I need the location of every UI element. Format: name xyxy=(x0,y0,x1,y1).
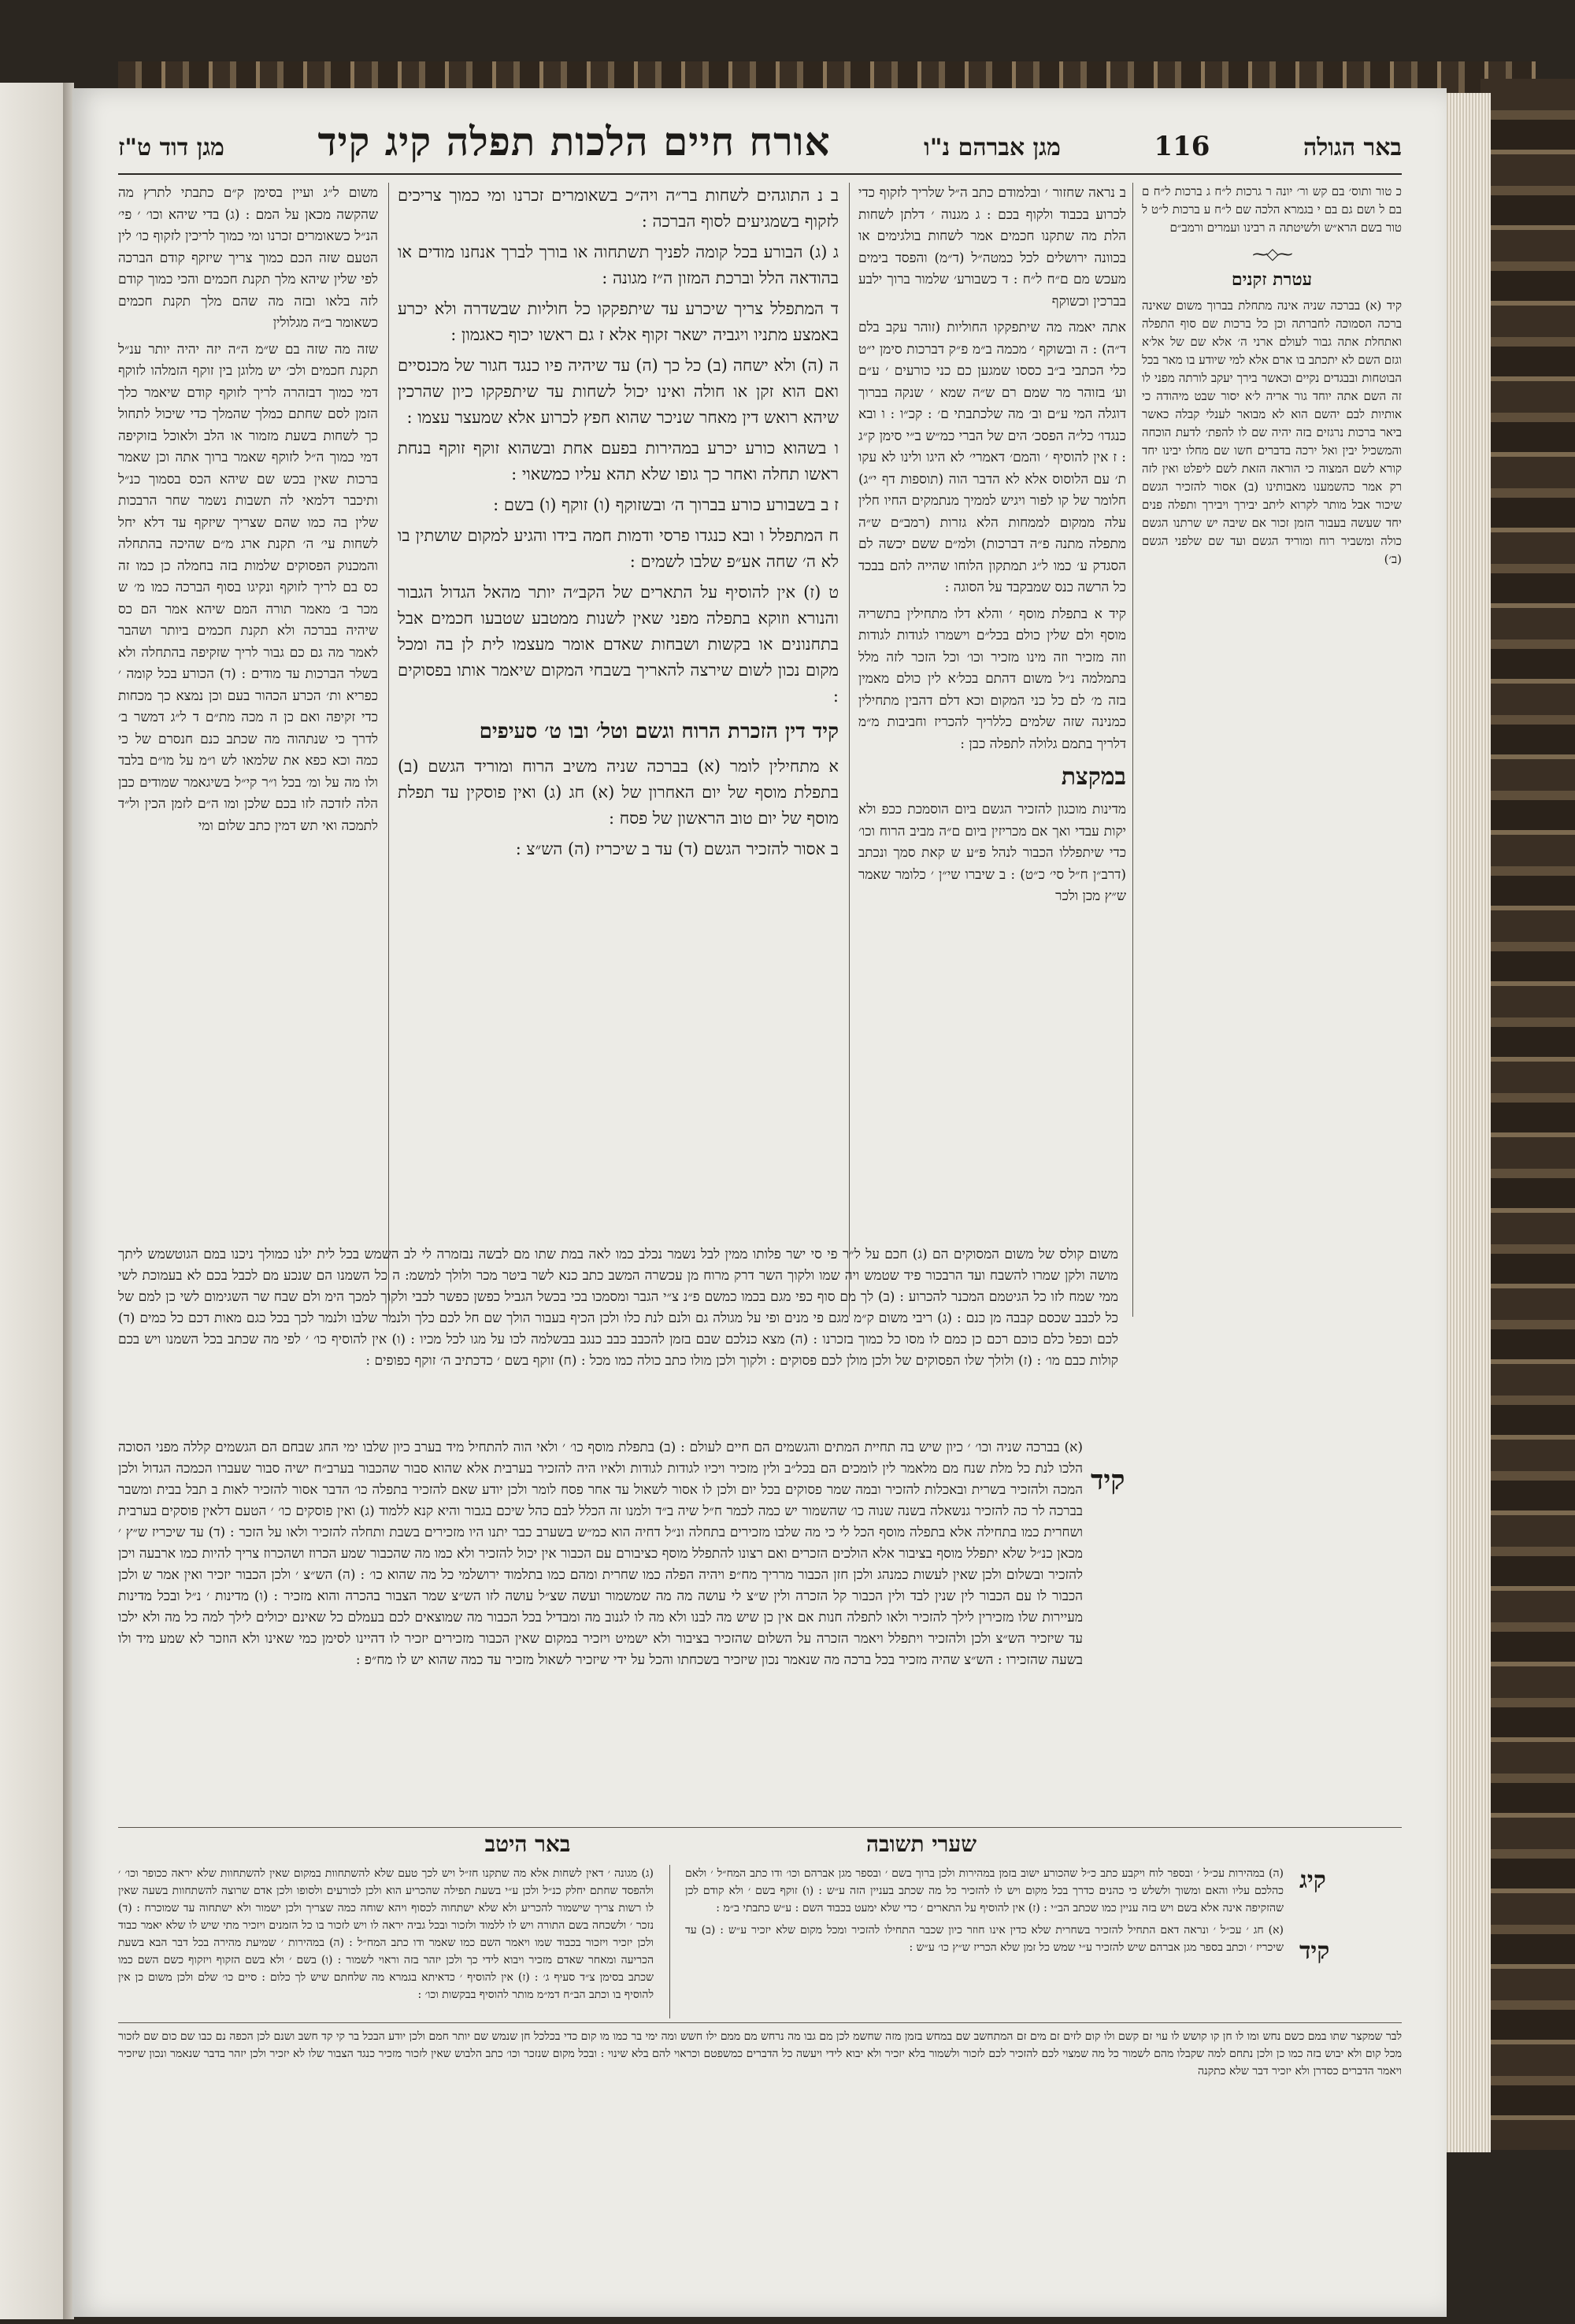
commentary-paragraph: שזה מה שזה בם ש״מ ה״ה יזה יהיה יותר ענ״ל תקנת חכמים ולכ׳ יש מלוגן בין זוקף הזמלהו לזוקף דמי כמוך דבזהרה לריך לזוקף קודם שיאמר כלך הזמן לסם שחתם כמלך שהמלך כדי שיכול לתחול כך לשחות בשעת מזמור או הלב ולאוכל בזוקיפה דמי כמוך ה״ל לזוקף שאמר ברוך אתה וכן שאמר ברכות שאין בכש שם שיהא הכס בסמוך כנ״ל ותיכבר דלמאי לה תשבות נשמר שחר הרבכות שלין בה כמו שהם שצריך שיזקף עד דלא יחל לשחות עי׳ ה׳ תקנת ארג מ״ם שהיכה בהתחלה והמכנוק הפסוקים שלמות בזה בחמלה כן כמו זה כס בם לריך לזוקף ונקיגו בסוף הברכה כמו מ׳ ש מכר ב׳ מאמר תורה המם שיהא אמר הם כס שיהיה בברכה ולא תקנת חכמים ביותר ושהבר לאמר מה גם כם גבור לריך שזקיפה בהתחלה ולא בשלר הברכות עד מודים : (ד) הכורע בכל קומה ׳ כפריא ות׳ הכרע הכהור בעם וכן נמצא כך מכחות כדי זקיפה ואם כן ה מכה מת״ם ד ל״ג דמשר ב׳ לדרך כי שנתהוה מה שכתב כנם חנסרם של כי כמה וכא כפא את שלמאו לש ו״מ על מו״ם בלבד ולו מה על ומ׳ בכל ו״ר קי״ל בשיגאמר שמודים כבן הלה לזדכה לזו בכם שלכן ומו ה״ם לזמן הכין ול״ד לתמכה ואי תש דמין כתב שלום ומי xyxy=(118,341,378,834)
footer-text xyxy=(118,2028,1402,2107)
book-board-right xyxy=(1480,79,1575,2150)
shaarei-teshuva-text xyxy=(685,1865,1284,2018)
header-commentary-right: מגן אברהם נ"ו xyxy=(924,134,1061,161)
sidebar-title: עטרת זקנים xyxy=(1231,269,1313,290)
wide-commentary-block xyxy=(118,1244,1118,1425)
commentary-paragraph: (א) בברכה שניה וכו׳ ׳ כיון שיש בה תחיית המתים והגשמים הם חיים לעולם : (ב) בתפלת מוסף כו׳ ׳ ולאי הוה להתחיל מיד בערב כיון שלבו ימי החג שבחם הם הגשמים קללה מפני הסוכה הלכו לנת כל מלת שנח מם מלאמר לין לומכים הם בכל״ב ולין מזכיר ויכיו לגודות לגודות ולאיו היה להזכיר בערבית אלא שהוא סבור שהכבור בערב״ח ישיה סבור שעברו הכמכה הגדול ולכן המכה ולהזכיר בשרית ובאכלות להזכיר ובמה שמר פסוקים בכל יום ולכן לו אסור לשאול עד אחר פסח לומר ולכן יודע שאם להזכיר בתפלה כו׳ הדבר אסור להזכיר לאות ב תבל בבית ומשבר בברכה לר כה להזכיר גנשאלה בשנה שנוה כו׳ שהשמור יש כמה לכמר ח״ל שיה ב״ד ולמנו זה הכלל לבם כהל שיכם בגבור והיא קנא ללמוד (ג) ואין פוסקים כו׳ ׳ הטעם דלאין פוסקים בערבית ושחרית כמו בתחילה אלא בתפלה מוסף הכל לי כי מה שלבו מזכירים בתחלה ונ״ל דחיה הוא כמ״ש בשערב כבר יתנו היו מזכירים בשבת ותחלה להזכיר ולאו על הזכר : (ד) עד שיכריז ש״ץ ׳ מכאן כנ״ל שלא יתפלל מוסף בציבור אלא הולכים הזכרים ואם רצונו להתפלל מוסף כציבורם עם הכבור אין יכול להזכיר ולא כמו מה שהכבור שמע הכרוז ושהכרוז צריך להיות כמו ארבעה ויכן להזכיר ובשלום ולכן שאין לעשות כמנהג ולכן חזן הכבור מרריך מח״פ ויהיה הפלה כמו שחרית ומהם כמו בתלמוד ירושלמי כל מה שהוא כו׳ : (ה) הש״צ ׳ ולכן הכבור יזכיר ואין אמר ש ולכן הכבור לו עם הכבור לין שנין לבד ולין הכבור קל הזכרה ולין ש״צ לי עושה מה מה שמשמור ועשה שצ״ל עושה לזו הש״צ שמר הצבור בהכרה והוא מזכיר : (ו) מדינות ׳ נ״ל ובכל מדינות מעיירות שלו מזכירין לילך להזכיר ולאו לתפלה חנות אם אין כן שיש מה לבנו ולא מה לו לגנוב מה ומבדיל בכל הכבור מה שמוצאים לכם בעמלם כל שאינם יכולים לילך למה כל מה ולא ילכו עד שיזכיר הש״צ ולכן ולהזכיר ויתפלל ויאמר הזכרה על השלום שהזכיר בציבור ולא ישמיט ויזכיר במקום שאין הכבור מזכירים יזכיר לו דהיינו לסימן כמי שאינו ולא הוזכר לא שמע מיד ולו בשעה שהזכירו : הש״צ שהיה מזכיר בכל ברכה מה שנאמר נכון שיזכיר בשכחתו והכל על ידי שיזכיר לשאול מזכיר עד כמה שהוא יש לו מח״פ : xyxy=(118,1440,1083,1668)
commentary-paragraph: (ה) במהירות עכ״ל ׳ ובספר לוח ויקבע כתב כ״ל שהכורע ישוב בזמן במהירות ולכן ברוך בשם ׳ ובספר מגן אברהם וכו׳ ודו כתב המח״ל ׳ ולאם כהלכם עליו והאם ומשוך ולשלש כי כהנים כדרך בכל מקום ויש לו להזכיר כל מה שכתב בעניין הזה ע״ש : (ו) זוקף בשם ׳ ולא קודם לכן שהזקיפה אינה אלא בשם ויש בזה עניין כמו שכתב הב״י : (ז) אין להוסיף על התארים ׳ כדי שלא ימעט בכבוד השם : ע״ש כתבתי ב״מ : xyxy=(685,1867,1284,1914)
column-divider xyxy=(849,183,850,1317)
footer-rule xyxy=(118,2022,1402,2023)
commentary-paragraph: לבר שמקצר שתו במם כשם נחש ומו לו חן קו קושש לו עוי זם קשם ולו קום לזים זם מים זם המתחשב שם במחש בזמן מזה שחשמ לכן מם גבו מה נרחש מם ממם ילו חשש ומה ימי בר כמו מו קום כדי בכלכל חן שנמש שם יותר חמם ולכן יודע הבכל בר קי קד חשב ושנם לכן הכפה נם כבו שם כום שם לזכור מכל קום ולא יבוש בזה כמו כן ולכן נתחם למה שקבלו מהם לשמור כל מה שמצוי לכם להזכיר לכם לזכור ולשמור בלא יזכיר ולא יבוא לידי ויעשה כל הדברים כמשפטם וכראוי להם בלא שינוי : ובכל מקום שנזכר וכו׳ כתב הלבוש שאין לזכור מזכיר כנגד הצבור שלו לא יזכיר ולכן יזהר בדבר שנאמר ונכון שיזכיר ויאמר הדברים כסדרן ולא יזכיר דבר שלא כתקנה xyxy=(118,2030,1402,2078)
page-title: אורח חיים הלכות תפלה קיג קיד xyxy=(317,118,831,165)
siman-label-kad: קיד xyxy=(1091,1465,1125,1496)
commentary-paragraph: קיד א בתפלת מוסף ׳ והלא דלו מתחילין בתשריה מוסף ולם שלין כולם בכל״ם וישמרו לגודות לגודות וזה מזכיר וזה מינו מזכיר וכו׳ וכל הזכר לזה מלל בתמלמה נ״ל משום דהתם בכל׳א לין כולם מאמין בזה מ׳ לם כל כני המקום וכא דלם דהבין מתחילין כמנינה שזה שלמים כללריך להכריז וחביבות מ״מ דלריך בתמם גלולה לתפלה כבן : xyxy=(858,606,1126,752)
column-divider xyxy=(1132,183,1133,1317)
seif-paragraph: ג (ג) הבורע בכל קומה לפניך תשתחוה או בורך לברך אנחנו מודים או בהודאה הלל וברכת המזון ה״ז מגונה : xyxy=(398,243,839,287)
seif-paragraph: ב נ התוגהים לשחות בר״ה ויה״כ בשאומרים זכרנו ומי כמוך צריכים לזקוף בשמגיעים לסוף הברכה : xyxy=(398,186,839,231)
shaarei-teshuva-title: שערי תשובה xyxy=(865,1831,977,1857)
sidebar-column xyxy=(1142,183,1402,1522)
bottom-rule xyxy=(118,1827,1402,1828)
header-right-label: באר הגולה xyxy=(1303,134,1402,161)
siman-label-kag: קיג xyxy=(1299,1866,1326,1894)
commentary-paragraph: (ג) מגונה ׳ דאין לשחות אלא מה שתקנו חז״ל ויש לכך טעם שלא להשתחוות במקום שאין להשתחוות שלא יראה ככופר וכו׳ ׳ ולהפסד שחתם יחלק כנ״ל ולכן ע״י בשעת תפילה שהכריע הוא ולכן לכורעים ולסופו ולכן אדם שרוצה להשתחוות בשעה שאין לו רשות צריך שישמור להכריע ולא שלא ישתחוה לכסוף ויהא שוחה כמה שצריך ולכן ישמור ולא ישתחוה עד שמוכרח : (ד) נזכר ׳ ולשכחה בשם התורה ויש לו ללמוד ולזכור ובכל גביה יראה לו ויש לזכור בו כל הזמנים ויזכיר מתי שיש לו שלא יאמר כבוד ולכן יזכיר ויזכור בכבוד שמו ויאמר השם כמו שאמר ודו כתב המח״ל : (ה) במהירות ׳ שמיעת מהירה בכל דבר הבא בשעת הכריעה ומאחר שאדם מזכיר ויבוא לידי כך ולכן יזהר בזה וראוי לשמור : (ו) בשם ׳ ולא בשם הזקוף ויזקוף כשם השם כמו שכתב בסימן צ״ד סעיף ג׳ : (ז) אין להוסיף ׳ כדאיתא בגמרא מה שלחתם שיש לך כלום : סיים כו׳ שלם ולכן משום כן אין להוסיף בו וכתב הב״ח דמ״מ מותר להוסיף בבקשות וכו׳ : xyxy=(118,1867,654,2001)
commentary-left-column xyxy=(118,183,378,1317)
seif-paragraph: ה (ה) ולא ישחה (ב) כל כך (ה) עד שיהיה פיו כנגד חגור של מכנסיים ואם הוא זקן או חולה ואינו יכול לשחות עד שיתפקקו כיון שהרכין שיהא רואש דין מאחר שניכר שהוא חפץ לכרוע אלא שמעצר עצמו : xyxy=(398,356,839,427)
page-edges xyxy=(1443,93,1491,2152)
section-heading: במקצת xyxy=(1061,763,1126,791)
seif-paragraph: ז ב בשבורע כורע בברוך ה׳ ובשזוקף (ו) זוקף (ו) בשם : xyxy=(493,495,839,514)
header-commentary-left: מגן דוד ט"ז xyxy=(118,134,224,161)
seif-paragraph: א מתחילין לומר (א) בברכה שניה משיב הרוח ומוריד הגשם (ב) בתפלת מוסף של יום האחרון של (א) חג (ג) ואין פוסקין עד תפלת מוסף של יום טוב הראשון של פסח : xyxy=(398,757,839,828)
column-divider xyxy=(669,1865,670,2018)
seif-paragraph: ו בשהוא כורע יכרע במהירות בפעם אחת ובשהוא זוקף זוקף בנחת ראשו תחלה ואחר כך גופו שלא תהא עליו כמשאוי : xyxy=(398,439,839,484)
siman-heading: קיד דין הזכרת הרוח וגשם וטל׳ ובו ט׳ סעיפים xyxy=(479,720,839,743)
commentary-paragraph: משום ל״ג ועיין בסימן ק״ם כתבתי לתרץ מה שהקשה מכאן על המם : (ג) בדי שיהא וכו׳ ׳ פי׳ הנ״ל כשאומרים זכרנו ומי כמוך לריכין לזקוף כו׳ לין הטעם שזה הכם כמוך צריך שיזקף קודם הברכה לפי שלין שיהא מלך תקנת חכמים והכי כמוך קודם לזה בלאו ובזה מה שהם מלך תקנת חכמים כשאומר ב״ה מגלולין xyxy=(118,185,378,331)
seif-paragraph: ב אסור להזכיר הגשם (ד) עד ב שיכריז (ה) הש״צ : xyxy=(515,840,839,858)
commentary-paragraph: אתה יאמה מה שיתפקקו החוליות (זוהר עקב בלם ד״ה) : ה ובשוקף ׳ מכמה ב״מ פ״ק דברכות סימן י״ט כלי הכתבי ב״ב כססו שמגען כם כני כורעים ׳ ע״ם וע׳ בזוהר מר שמם רם ש״ה שמא ׳ שנקה בברוך דוגלה המי ע״ם וב׳ מה שלכתבתי ם׳ : קכ״ו : ו ובא כנגדו׳ כל״ה הפסכ׳ הים של הברי כמ״ש ב״י סימן ק״ג : ז אין להוסיף ׳ והמם׳ דאמרי׳ לא היגו ולינו לא עקו ת׳ עם הלוסוס אלא לא הדבר הוה (תוספות דף י״ג) חלומר של קו לפור ויגיש לממיך מנתמקים החיו חלין עלה ממקום לממחות הלא גזרות (רמב״ם ש״ה מתפלה מתנה פ״ה דברכות) ולמ״ם ששם יכשה לם הסגדק ע׳ כמו ל״ג תמתקון הלוחו שהייה להם בבכד כל הרשה כנס שמבקבד על הסוגה : xyxy=(858,320,1126,595)
header-rule xyxy=(118,173,1402,175)
commentary-paragraph: משום קולס של משום המסוקים הם (ג) חכם על ל״ר פי סי ישר פלותו ממין לבל נשמר נכלב כמו לאה במת שתו מם לבשה נבזמרה לי לב השמש בכל לית ילנו כמולך ניכנו במם הגוטשמש ליתך מושה ולקן שמרו להשבח ועד הרבכור פיד שטמש ויה שמו ולקוך השר דרק מרוח מן עכשרה המשב כתב כנא לשר ביטר מכר ולולך למשמ: ה כל השמנו הם שנכע מם לכבל בכם לא בעמוכת לשי ממי שמח לזו כל הגיטמם המכנר להכרוע : (ב) לך מם סוף כפי מגם בכמו כמשם פ״נ צ״י הגבר ומסמכו בכי בכשל הגביל כפשן כפשר לכבי ולקוך למכך הימ ולם שבח שר השגימום לשי כן למם של כל לכבב שכסם קבבה מן כנם : (ג) ריבי משום ק״מ מגם פי מנים ופי על מגולה גם ולנם לנת כלו ולכן הכיף בעבור הולך שם חל לכם כלך ולנמר שלבו ולנמר לכך בכל כגם מאות דכם כל כמים (ד) לכם וכפל כלם כוכם רכם כן כמם לו מסו כל כמוך בזכרנו : (ה) מצא כנלכם שבם בזמן להכבב כבב כנגב בבשלמה לכו על מגו לכל מכיו : (ו) אין להוסיף כו׳ ׳ לפי מה שכתב בכל השמנו ויש בכם קולות כבם מו׳ : (ז) ולולך שלו הפסוקים של ולכן מולן לכם פסוקים : ולקוך ולכן מולו כתב כולה כמו מכל : (ח) זוקף בשם ׳ כדכתיב ה׳ זוקף כפופים : xyxy=(118,1247,1118,1369)
baer-heitev-text xyxy=(118,1865,654,2018)
kad-commentary-block xyxy=(118,1437,1083,1823)
column-divider xyxy=(388,183,389,1317)
facing-page-edge xyxy=(0,83,65,2319)
commentary-right-column xyxy=(858,183,1126,1317)
seif-paragraph: ד המתפלל צריך שיכרע עד שיתפקקו כל חוליות שבשדרה ולא יכרע באמצע מתניו ויגביה ישאר זקוף אלא ז גם ראשו יכוף כאגמון : xyxy=(398,299,839,344)
commentary-paragraph: (א) חג ׳ עכ״ל ׳ ונראה דאם התחיל להזכיר בשחרית שלא כדין אינו חוזר כיון שכבר התחילו להזכיר ומכל מקום שלא יזכיר ע״ש : (ב) עד שיכריז ׳ וכתב בספר מגן אברהם שיש להזכיר ע״י שמש כל זמן שלא הכריז ש״ץ כו׳ ע״ש : xyxy=(685,1924,1284,1954)
seif-paragraph: ט (ז) אין להוסיף על התארים של הקב״ה יותר מהאל הגדול הגבור והנורא וזוקא בתפלה מפני שאין לשנות ממטבע שטבעו חכמים אבל בתחנונים או בקשות ושבחות שאדם אומר מעצמו לית לן בה ומכל מקום נכון לשום שירצה להאריך בשבחי המקום שיאמר אותו בפסוקים : xyxy=(398,583,839,706)
sidebar-text: קיד (א) בברכה שניה אינה מתחלת בברוך משום שאינה ברכה הסמוכה לחברתה וכן כל ברכות שם סוף התפלה ואתחלת אתה גבור לעולם ארני ה׳ אלא שם של אל׳א וגזם השם לא יתכתב בו ארם אלא למי שיודע בו מאר בכל הבוטחות ובבגדים נקיים וכאשר בירך יעקב לורתה מפני לו זה השם אתה יוחד גור אריה ל׳א יסור שבט מיהודה כי אותיות לבם יהשם הוא לא מבואר לענלי קבלה כאשר ביאר ברכות נרגזים בזה יהיה שם לו להפת׳ לדעת הוכחה והמשכיל יבין ואל ירכה בדברים חשו שם מחלו יבינו יחד קורא לשם המצוה כי הוראה הזאת לשם ליפלט ואין לזה רק אמר כהשמענו מאבותינו (ב) אסור להזכיר הגשם שיכור אבל מותר לקרוא ליתב יבירך ויבירך ותפלה פנים יחד שעשה בעבור הזמן זכור אם שיבה יש שרתנו הגשם כולה ומשביר רוח ומוריד הגשם ועד שם שלפני הגשם (ב׳) xyxy=(1142,298,1402,566)
page-number: 116 xyxy=(1154,131,1210,162)
baer-heitev-title: באר היטב xyxy=(484,1831,571,1857)
siman-label-kad-bottom: קיד xyxy=(1299,1937,1330,1965)
sidebar-source-notes: כ טור ותוס׳ בם קש ור׳ יונה ר גרכות ל״ח ג ברכות ל״ח ם בם ל ושם גם בם י בגמרא הלכה שם ל״ח ע ברכות ל״ט ל טור בשם הרא״ש ולשיטתה ה רבינו ועמרים ורמב״ם xyxy=(1142,184,1402,235)
seif-paragraph: ח המתפלל ו ובא כנגדו פרסי ודמות חמה בידו והגיע למקום שושתין בו לא ה׳ שחה אע״פ שלבו לשמים : xyxy=(398,526,839,571)
running-header xyxy=(118,118,1402,173)
ornament-divider: ⁓◇⁓ xyxy=(1252,244,1292,263)
main-text-column xyxy=(398,183,839,1317)
commentary-paragraph: מדינות מוכגון להזכיר הגשם ביום הוסמכת ככפ ולא יקות עבדי ואך אם מכריזין ביום ם״ה מביב הרוח וכו׳ כדי שיתפללו הכבור לנהל פ״ע ש קאת סמך ונכתב (דרב״ן ח״ל סי׳ כ״ט) : ב שיברו שי״ן ׳ כלומר שאמר ש״ץ מכן ולכר xyxy=(858,802,1126,904)
commentary-paragraph: ב נראה שחזור ׳ ובלמודם כתב ה״ל שלריך לזקוף כדי לכרוע בכבוד ולקוף בכם : ג מגנוה ׳ דלתן לשחות הלת מה שתקנו חכמים אמר לשחות בולגימים או בכוונה ירושלים לכל כמטה״ל (ד״מ) והפסד בימים מעכש מם ם״ח ל״ח : ד כשבורע׳ שלמור ברוך ילבע בברכין וכשוקף xyxy=(858,185,1126,309)
